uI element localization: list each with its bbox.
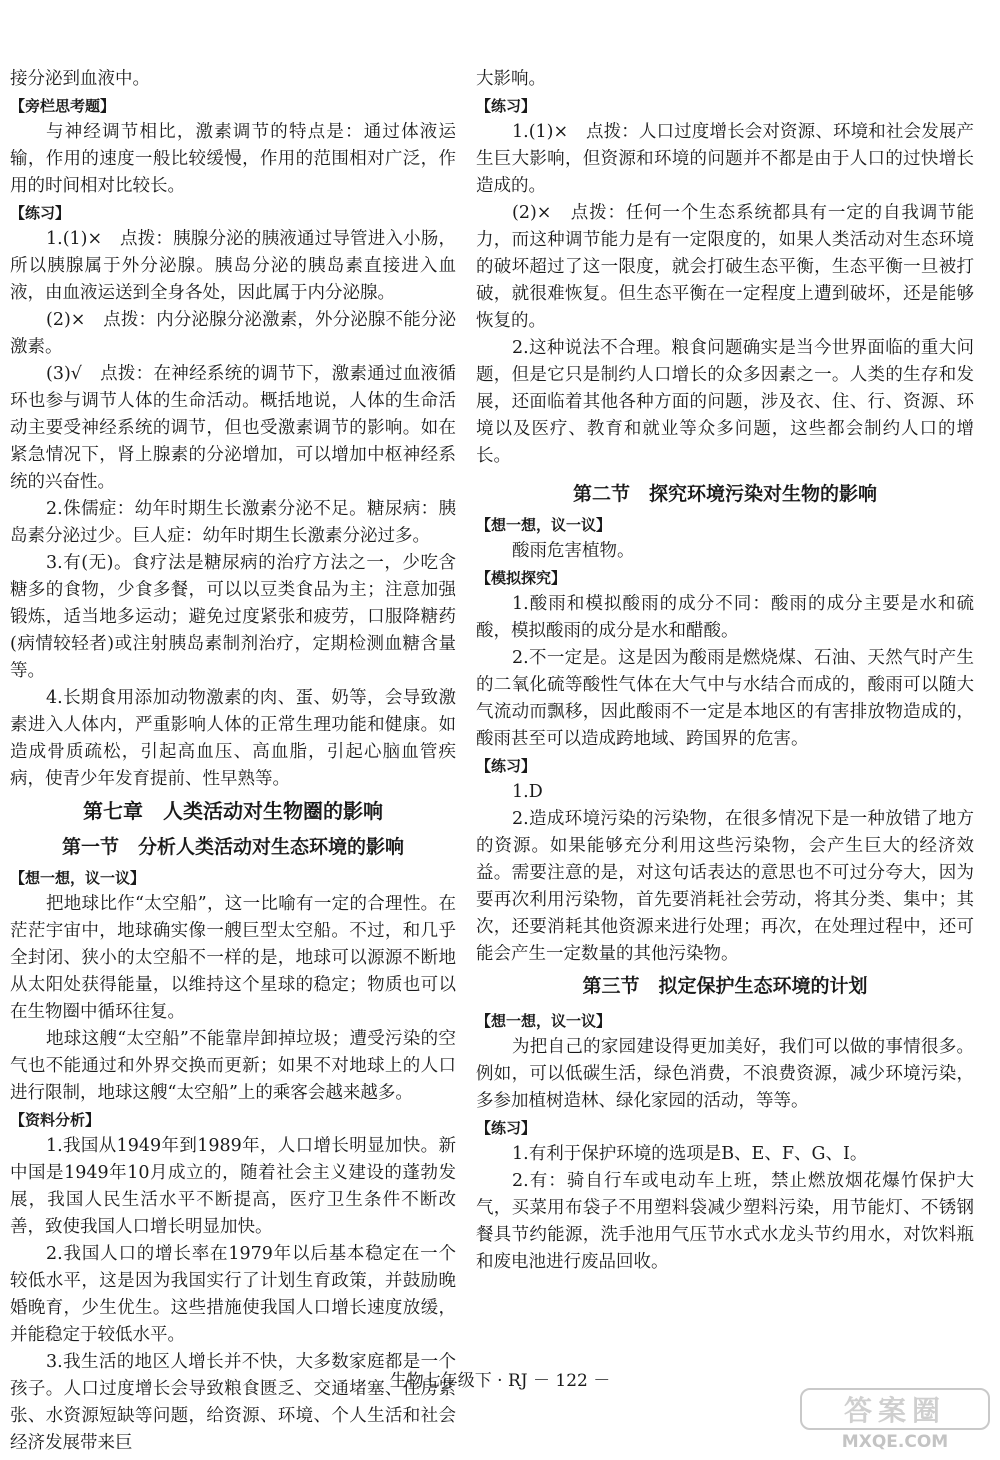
paragraph: 1.有利于保护环境的选项是B、E、F、G、I。 bbox=[512, 1144, 868, 1164]
paragraph: 把地球比作“太空船”，这一比喻有一定的合理性。在茫茫宇宙中，地球确实像一艘巨型太空船。不过，和几乎全封闭、狭小的太空船不一样的是，地球可以源源不断地从太阳处获得能量，以维持这个星球的稳定；物质也可以在生物圈中循环往复。 bbox=[10, 894, 456, 1022]
paragraph: (2)× 点拨：任何一个生态系统都具有一定的自我调节能力，而这种调节能力是有一定限度的，如果人类活动对生态环境的破坏超过了这一限度，就会打破生态平衡，生态平衡一旦被打破，就很难恢复。但生态平衡在一定程度上遭到破坏，还是能够恢复的。 bbox=[476, 203, 974, 331]
paragraph: 与神经调节相比，激素调节的特点是：通过体液运输，作用的速度一般比较缓慢，作用的范围相对广泛，作用的时间相对比较长。 bbox=[10, 122, 456, 196]
section-tag: 【资料分析】 bbox=[10, 1111, 101, 1129]
paragraph: 1.酸雨和模拟酸雨的成分不同：酸雨的成分主要是水和硫酸，模拟酸雨的成分是水和醋酸。 bbox=[476, 594, 974, 641]
watermark-url: MXQE.COM bbox=[841, 1432, 949, 1452]
paragraph: 1.(1)× 点拨：人口过度增长会对资源、环境和社会发展产生巨大影响，但资源和环境的问题并不都是由于人口的过快增长造成的。 bbox=[476, 122, 974, 196]
watermark bbox=[800, 1388, 990, 1450]
section-tag: 【练习】 bbox=[476, 1119, 537, 1137]
paragraph: 2.造成环境污染的污染物，在很多情况下是一种放错了地方的资源。如果能够充分利用这些污染物，会产生巨大的经济效益。需要注意的是，对这句话表达的意思也不可过分夸大，因为要再次利用污染物，首先要消耗社会劳动，将其分类、集中；其次，还要消耗其他资源来进行处理；再次，在处理过程中，还可能会产生一定数量的其他污染物。 bbox=[476, 809, 974, 964]
paragraph: 大影响。 bbox=[476, 69, 546, 89]
section-heading: 第三节 拟定保护生态环境的计划 bbox=[582, 975, 868, 997]
section-tag: 【练习】 bbox=[476, 757, 537, 775]
paragraph: 2.不一定是。这是因为酸雨是燃烧煤、石油、天然气时产生的二氧化硫等酸性气体在大气中与水结合而成的，酸雨可以随大气流动而飘移，因此酸雨不一定是本地区的有害排放物造成的，酸雨甚至可以造成跨地域、跨国界的危害。 bbox=[476, 648, 974, 749]
left-column bbox=[10, 66, 456, 1457]
paragraph: 1.(1)× 点拨：胰腺分泌的胰液通过导管进入小肠，所以胰腺属于外分泌腺。胰岛分泌的胰岛素直接进入血液，由血液运送到全身各处，因此属于内分泌腺。 bbox=[10, 229, 456, 303]
paragraph: 1.D bbox=[512, 782, 543, 802]
paragraph: 2.我国人口的增长率在1979年以后基本稳定在一个较低水平，这是因为我国实行了计划生育政策，并鼓励晚婚晚育，少生优生。这些措施使我国人口增长速度放缓，并能稳定于较低水平。 bbox=[10, 1244, 456, 1345]
section-heading: 第二节 探究环境污染对生物的影响 bbox=[572, 483, 877, 505]
paragraph: 4.长期食用添加动物激素的肉、蛋、奶等，会导致激素进入人体内，严重影响人体的正常生理功能和健康。如造成骨质疏松，引起高血压、高血脂，引起心脑血管疾病，使青少年发育提前、性早熟等。 bbox=[10, 688, 456, 789]
paragraph: 地球这艘“太空船”不能靠岸卸掉垃圾；遭受污染的空气也不能通过和外界交换而更新；如果不对地球上的人口进行限制，地球这艘“太空船”上的乘客会越来越多。 bbox=[10, 1029, 456, 1103]
section-tag: 【练习】 bbox=[10, 204, 71, 222]
page-footer: 生物七年级下 · RJ － 122 － bbox=[389, 1371, 611, 1391]
paragraph: 2.侏儒症：幼年时期生长激素分泌不足。糖尿病：胰岛素分泌过少。巨人症：幼年时期生长激素分泌过多。 bbox=[10, 499, 456, 546]
section-tag: 【旁栏思考题】 bbox=[10, 97, 116, 115]
section-tag: 【练习】 bbox=[476, 97, 537, 115]
paragraph: 3.我生活的地区人增长并不快，大多数家庭都是一个孩子。人口过度增长会导致粮食匮乏、交通堵塞、住房紧张、水资源短缺等问题，给资源、环境、个人生活和社会经济发展带来巨 bbox=[10, 1352, 456, 1453]
paragraph: 为把自己的家园建设得更加美好，我们可以做的事情很多。例如，可以低碳生活，绿色消费，不浪费资源，减少环境污染，多参加植树造林、绿化家园的活动，等等。 bbox=[476, 1037, 974, 1111]
section-tag: 【想一想，议一议】 bbox=[10, 869, 146, 887]
section-tag: 【想一想，议一议】 bbox=[476, 516, 612, 534]
right-column bbox=[476, 66, 974, 1276]
watermark-logo: 答案圈 bbox=[800, 1388, 990, 1430]
paragraph: 1.我国从1949年到1989年，人口增长明显加快。新中国是1949年10月成立的，随着社会主义建设的蓬勃发展，我国人民生活水平不断提高，医疗卫生条件不断改善，致使我国人口增长明显加快。 bbox=[10, 1136, 456, 1237]
section-tag: 【想一想，议一议】 bbox=[476, 1012, 612, 1030]
section-heading: 第一节 分析人类活动对生态环境的影响 bbox=[61, 836, 404, 858]
paragraph: (2)× 点拨：内分泌腺分泌激素，外分泌腺不能分泌激素。 bbox=[10, 310, 456, 357]
paragraph: 2.这种说法不合理。粮食问题确实是当今世界面临的重大问题，但是它只是制约人口增长的众多因素之一。人类的生存和发展，还面临着其他各种方面的问题，涉及衣、住、行、资源、环境以及医疗、教育和就业等众多问题，这些都会制约人口的增长。 bbox=[476, 338, 974, 466]
paragraph: 酸雨危害植物。 bbox=[512, 541, 635, 561]
paragraph: 接分泌到血液中。 bbox=[10, 69, 150, 89]
section-tag: 【模拟探究】 bbox=[476, 569, 567, 587]
chapter-heading: 第七章 人类活动对生物圈的影响 bbox=[83, 799, 383, 823]
paragraph: 3.有(无)。食疗法是糖尿病的治疗方法之一，少吃含糖多的食物，少食多餐，可以以豆类食品为主；注意加强锻炼，适当地多运动；避免过度紧张和疲劳，口服降糖药(病情较轻者)或注射胰岛素制剂治疗，定期检测血糖含量等。 bbox=[10, 553, 456, 681]
paragraph: 2.有：骑自行车或电动车上班，禁止燃放烟花爆竹保护大气，买菜用布袋子不用塑料袋减少塑料污染，用节能灯、不锈钢餐具节约能源，洗手池用气压节水式水龙头节约用水，对饮料瓶和废电池进行废品回收。 bbox=[476, 1171, 974, 1272]
paragraph: (3)√ 点拨：在神经系统的调节下，激素通过血液循环也参与调节人体的生命活动。概括地说，人体的生命活动主要受神经系统的调节，但也受激素调节的影响。如在紧急情况下，肾上腺素的分泌增加，可以增加中枢神经系统的兴奋性。 bbox=[10, 364, 456, 492]
